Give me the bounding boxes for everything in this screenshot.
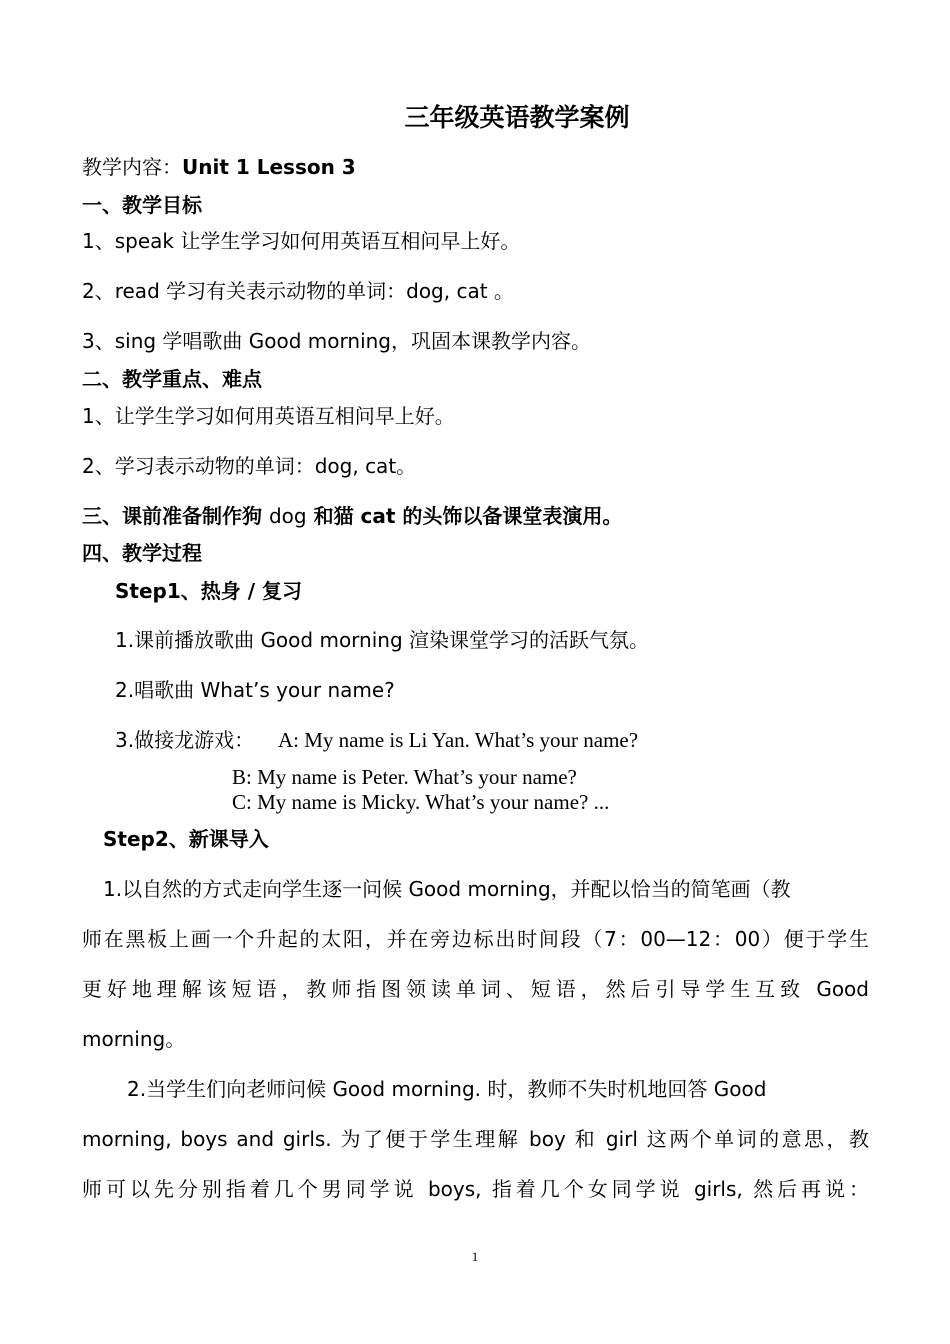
dialogue-line: A: My name is Li Yan. What’s your name? — [278, 728, 639, 752]
step2-para1-line: 师在黑板上画一个升起的太阳，并在旁边标出时间段（7：00—12：00）便于学生 — [82, 927, 869, 951]
content-line — [82, 155, 356, 179]
section2-heading: 二、教学重点、难点 — [82, 367, 262, 391]
objective-item: 1、speak 让学生学习如何用英语互相问早上好。 — [82, 229, 521, 253]
step2-para1-line: morning。 — [82, 1027, 186, 1051]
objective-item: 2、read 学习有关表示动物的单词：dog, cat 。 — [82, 279, 514, 303]
section3-dog: dog — [268, 504, 307, 528]
section3-cat: cat — [360, 504, 396, 528]
keypoint-item: 1、让学生学习如何用英语互相问早上好。 — [82, 404, 455, 428]
section3-text: 和猫 — [306, 504, 361, 528]
step1-heading: Step1、热身 / 复习 — [115, 579, 302, 603]
step1-item: 2.唱歌曲 What’s your name? — [115, 678, 395, 702]
objective-item: 3、sing 学唱歌曲 Good morning，巩固本课教学内容。 — [82, 329, 592, 353]
document-title: 三年级英语教学案例 — [404, 103, 630, 132]
page-number: 1 — [471, 1249, 479, 1264]
step2-para2-line: 2.当学生们向老师问候 Good morning. 时，教师不失时机地回答 Good — [127, 1077, 767, 1101]
section3-heading — [82, 504, 622, 528]
step2-heading: Step2、新课导入 — [103, 827, 269, 851]
content-value: Unit 1 Lesson 3 — [182, 155, 356, 179]
step2-para1-line: 1.以自然的方式走向学生逐一问候 Good morning，并配以恰当的简笔画（教 — [103, 877, 791, 901]
step1-item: 1.课前播放歌曲 Good morning 渲染课堂学习的活跃气氛。 — [115, 628, 650, 652]
section4-heading: 四、教学过程 — [82, 541, 202, 565]
step2-para2-line: 师可以先分别指着几个男同学说 boys, 指着几个女同学说 girls, 然后再说： — [82, 1177, 869, 1201]
keypoint-item: 2、学习表示动物的单词：dog, cat。 — [82, 454, 417, 478]
section1-heading: 一、教学目标 — [82, 193, 202, 217]
section3-text: 的头饰以备课堂表演用。 — [395, 504, 623, 528]
content-label: 教学内容： — [82, 155, 182, 179]
step1-game-label: 3.做接龙游戏： — [115, 728, 255, 752]
step2-para1-line: 更好地理解该短语，教师指图领读单词、短语，然后引导学生互致 Good — [82, 977, 869, 1001]
dialogue-line: C: My name is Micky. What’s your name? ... — [232, 790, 610, 814]
dialogue-line: B: My name is Peter. What’s your name? — [232, 765, 577, 789]
step2-para2-line: morning, boys and girls. 为了便于学生理解 boy 和 girl 这两个单词的意思，教 — [82, 1127, 869, 1151]
section3-text: 三、课前准备制作狗 — [82, 504, 269, 528]
